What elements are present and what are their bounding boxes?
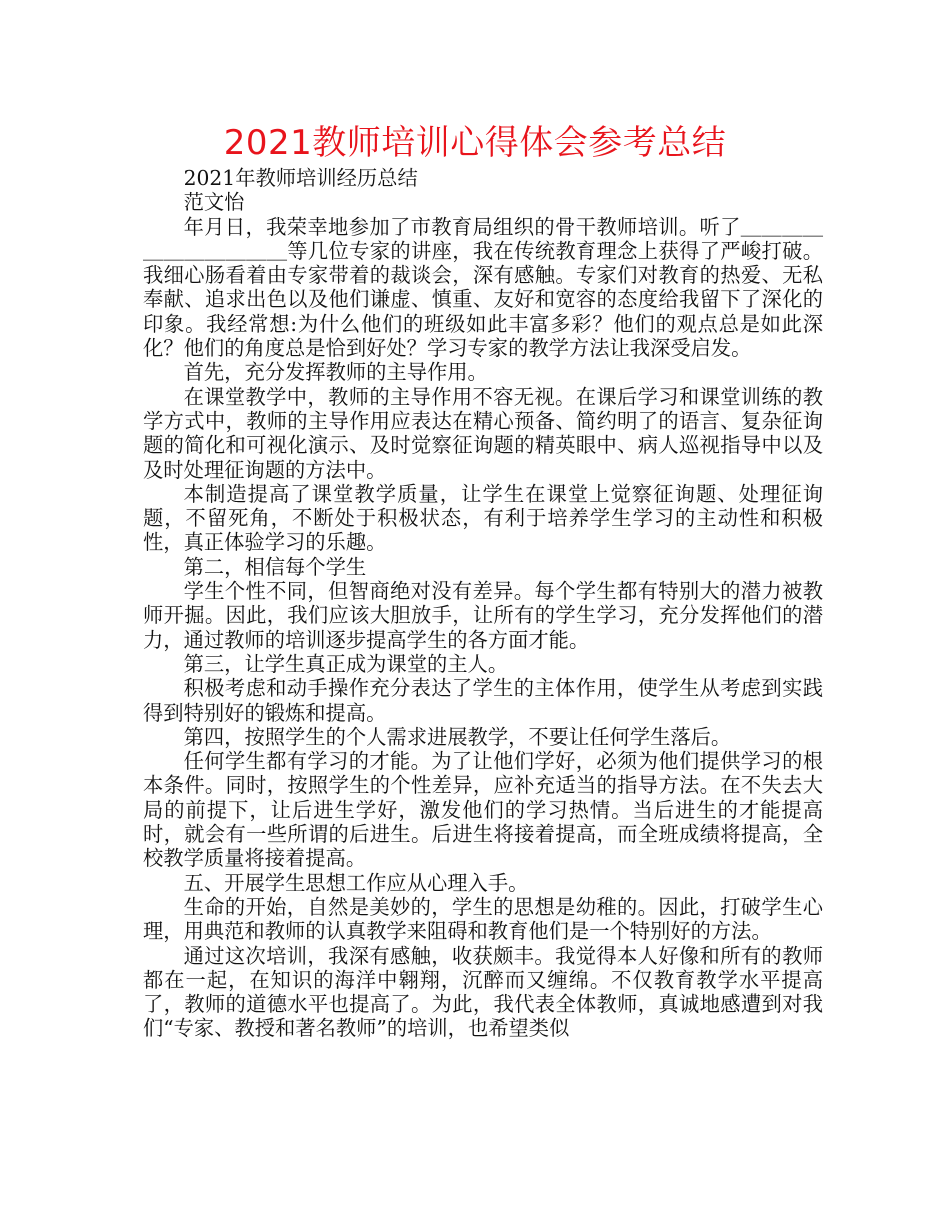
paragraph: 生命的开始，自然是美妙的，学生的思想是幼稚的。因此，打破学生心理，用典范和教师的认真教学来阻碍和教育他们是一个特别好的方法。 xyxy=(143,894,823,944)
paragraph-heading: 五、开展学生思想工作应从心理入手。 xyxy=(183,870,529,895)
document-title: 2021教师培训心得体会参考总结 xyxy=(223,123,727,163)
paragraph: 任何学生都有学习的才能。为了让他们学好，必须为他们提供学习的根本条件。同时，按照学生的个性差异，应补充适当的指导方法。在不失去大局的前提下，让后进生学好，激发他们的学习热情。当后进生的才能提高时，就会有一些所谓的后进生。后进生将接着提高，而全班成绩将提高，全校教学质量将接着提高。 xyxy=(143,749,823,871)
paragraph: 年月日，我荣幸地参加了市教育局组织的骨干教师培训。听了＿＿＿＿＿＿＿＿＿＿＿等几位专家的讲座，我在传统教育理念上获得了严峻打破。我细心肠看着由专家带着的裁谈会，深有感触。专家们对教育的热爱、无私奉献、追求出色以及他们谦虚、慎重、友好和宽容的态度给我留下了深化的印象。我经常想:为什么他们的班级如此丰富多彩？他们的观点总是如此深化？他们的角度总是恰到好处？学习专家的教学方法让我深受启发。 xyxy=(143,214,823,361)
paragraph-author: 范文怡 xyxy=(183,190,245,215)
paragraph: 本制造提高了课堂教学质量，让学生在课堂上觉察征询题、处理征询题，不留死角，不断处于积极状态，有利于培养学生学习的主动性和积极性，真正体验学习的乐趣。 xyxy=(143,481,823,555)
paragraph-heading: 第四，按照学生的个人需求进展教学，不要让任何学生落后。 xyxy=(183,724,732,749)
paragraph: 在课堂教学中，教师的主导作用不容无视。在课后学习和课堂训练的教学方式中，教师的主导作用应表达在精心预备、简约明了的语言、复杂征询题的简化和可视化演示、及时觉察征询题的精英眼中、病人巡视指导中以及及时处理征询题的方法中。 xyxy=(143,384,823,482)
paragraph: 学生个性不同，但智商绝对没有差异。每个学生都有特别大的潜力被教师开掘。因此，我们应该大胆放手，让所有的学生学习，充分发挥他们的潜力，通过教师的培训逐步提高学生的各方面才能。 xyxy=(143,579,823,652)
paragraph-heading: 首先，充分发挥教师的主导作用。 xyxy=(183,360,488,385)
paragraph: 积极考虑和动手操作充分表达了学生的主体作用，使学生从考虑到实践得到特别好的锻炼和提高。 xyxy=(143,676,823,725)
paragraph-subtitle: 2021年教师培训经历总结 xyxy=(183,166,418,190)
paragraph: 通过这次培训，我深有感触，收获颇丰。我觉得本人好像和所有的教师都在一起，在知识的海洋中翱翔，沉醉而又缠绵。不仅教育教学水平提高了，教师的道德水平也提高了。为此，我代表全体教师，真诚地感遭到对我们“专家、教授和著名教师”的培训，也希望类似 xyxy=(143,943,823,1041)
paragraph-heading: 第二，相信每个学生 xyxy=(183,554,367,579)
document-body xyxy=(143,166,823,1041)
paragraph-heading: 第三，让学生真正成为课堂的主人。 xyxy=(183,651,509,676)
